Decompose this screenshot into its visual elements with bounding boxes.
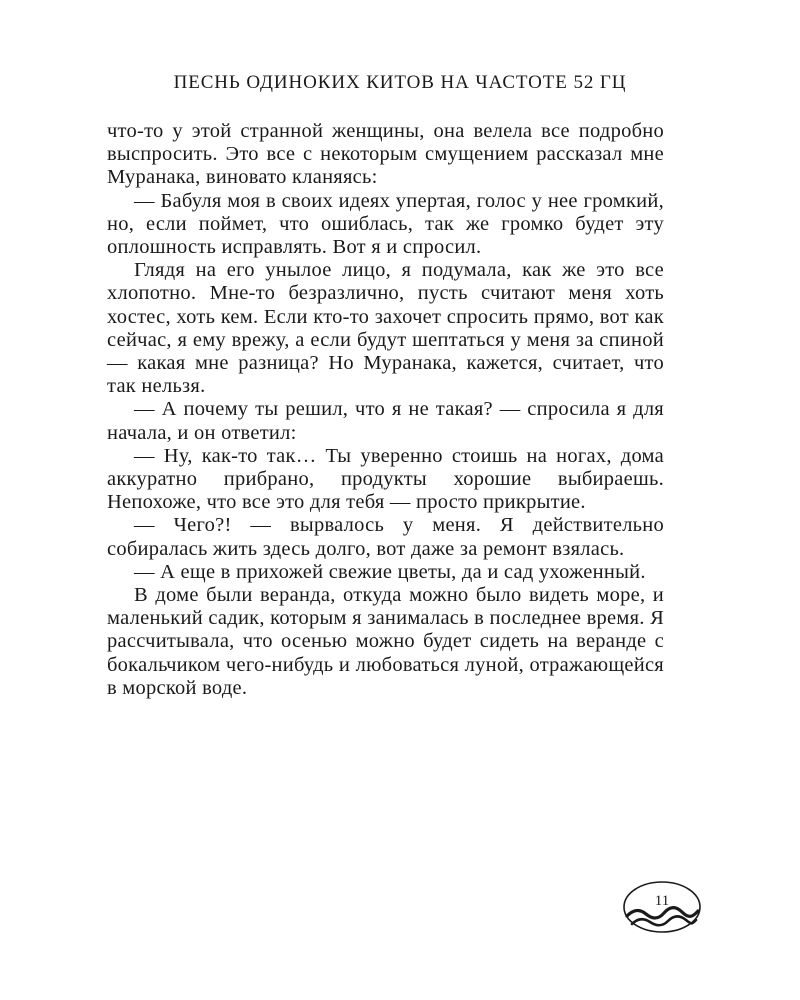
page-number: 11 — [654, 893, 670, 909]
paragraph-7: — А еще в прихожей свежие цветы, да и сад ухоженный. — [134, 560, 646, 583]
running-head: ПЕСНЬ ОДИНОКИХ КИТОВ НА ЧАСТОТЕ 52 ГЦ — [173, 72, 627, 93]
paragraph-2: — Бабуля моя в своих идеях упертая, голос у нее громкий, но, если поймет, что ошиблась, так же громко будет эту оплошность исправлять. Вот я и спросил. — [107, 189, 664, 259]
paragraph-4: — А почему ты решил, что я не такая? — спросила я для начала, и он ответил: — [107, 398, 664, 444]
paragraph-8: В доме были веранда, откуда можно было видеть море, и маленький садик, которым я занималась в последнее время. Я рассчитывала, что осенью можно будет сидеть на веранде с бокальчиком чего-нибудь и любоваться луной, отражающейся в морской воде. — [107, 584, 664, 699]
paragraph-6: — Чего?! — вырвалось у меня. Я действительно собиралась жить здесь долго, вот даже за ремонт взялась. — [107, 514, 664, 560]
paragraph-1: что-то у этой странной женщины, она велела все подробно выспросить. Это все с некоторым смущением рассказал мне Муранака, виновато кланяясь: — [107, 120, 664, 189]
paragraph-5: — Ну, как-то так… Ты уверенно стоишь на ногах, дома аккуратно прибрано, продукты хорошие выбираешь. Непохоже, что все это для тебя — просто прикрытие. — [107, 444, 664, 514]
paragraph-3: Глядя на его унылое лицо, я подумала, как же это все хлопотно. Мне-то безразлично, пусть считают меня хоть хостес, хоть кем. Если кто-то захочет спросить прямо, вот как сейчас, я ему врежу, а если будут шептаться у меня за спиной — какая мне разница? Но Муранака, кажется, считает, что так нельзя. — [107, 259, 664, 398]
body-text — [107, 120, 664, 700]
page-number-emblem — [620, 878, 704, 938]
